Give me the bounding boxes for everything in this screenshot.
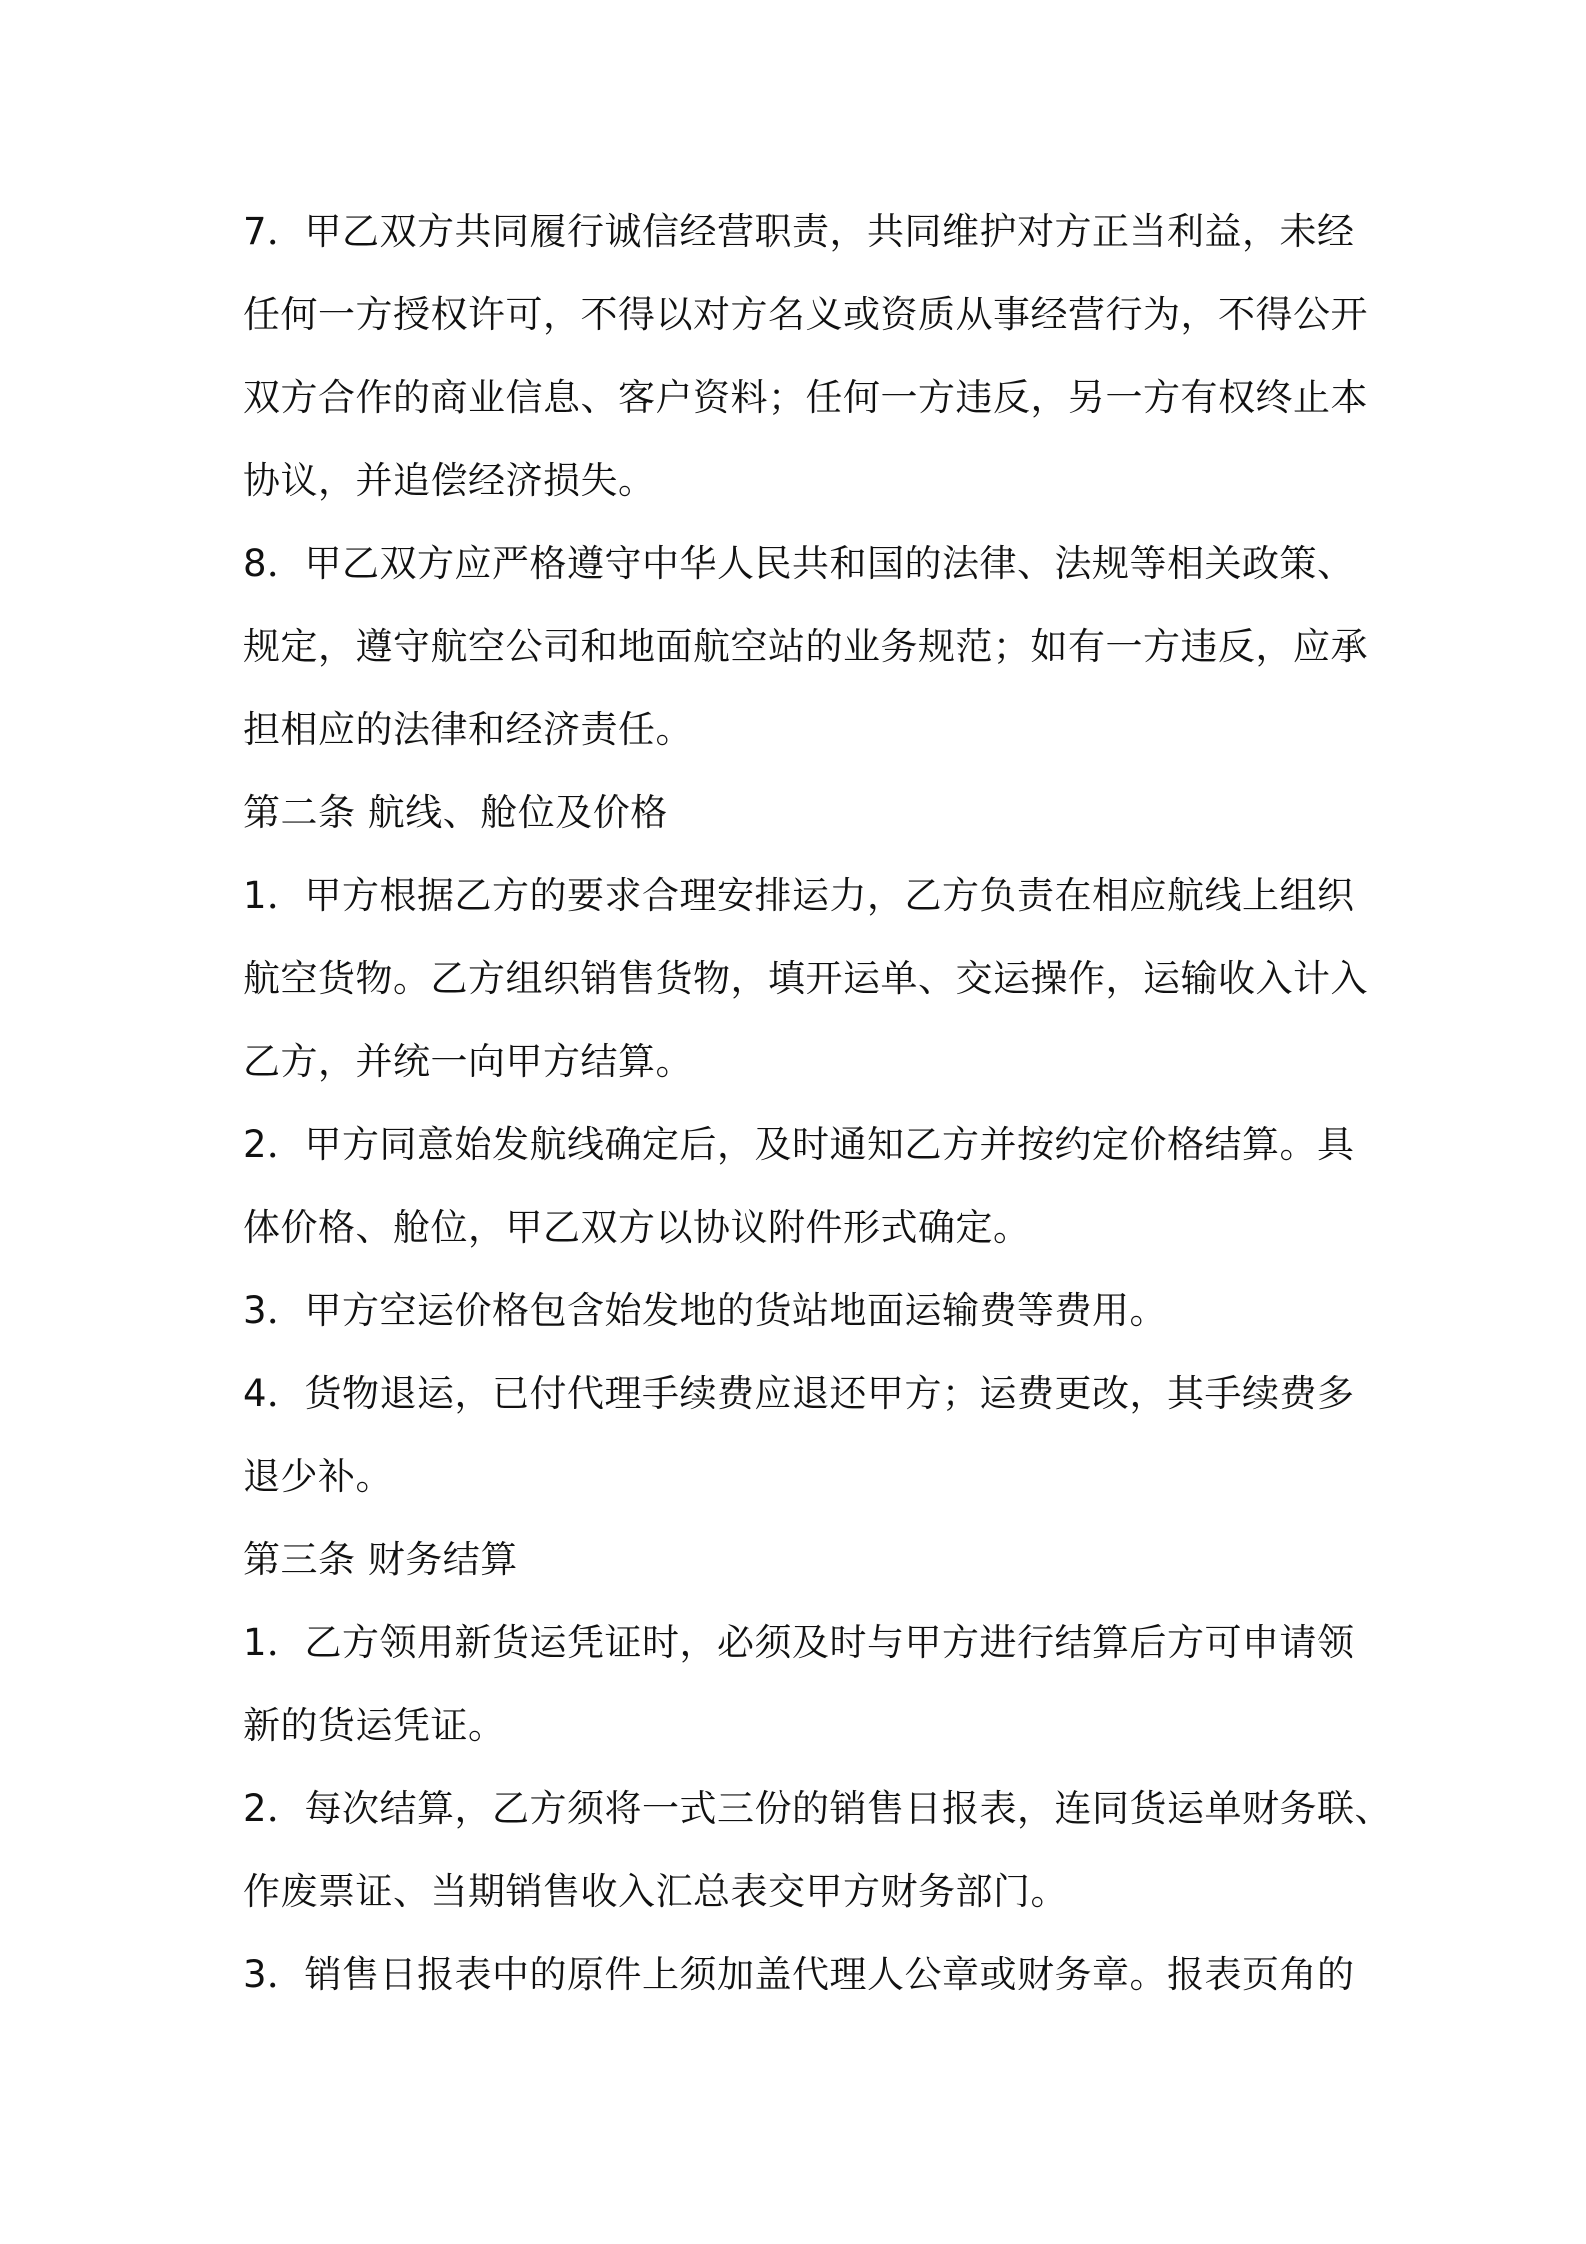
text-line-10: 航空货物。乙方组织销售货物，填开运单、交运操作，运输收入计入 xyxy=(243,957,1368,1000)
text-line-20: 2．每次结算，乙方须将一式三份的销售日报表，连同货运单财务联、 xyxy=(243,1787,1393,1830)
text-line-2: 任何一方授权许可，不得以对方名义或资质从事经营行为，不得公开 xyxy=(243,293,1368,336)
text-line-14: 3．甲方空运价格包含始发地的货站地面运输费等费用。 xyxy=(243,1289,1168,1332)
text-line-7: 担相应的法律和经济责任。 xyxy=(243,708,693,751)
text-line-22: 3．销售日报表中的原件上须加盖代理人公章或财务章。报表页角的 xyxy=(243,1953,1355,1996)
text-line-3: 双方合作的商业信息、客户资料；任何一方违反，另一方有权终止本 xyxy=(243,376,1368,419)
text-line-21: 作废票证、当期销售收入汇总表交甲方财务部门。 xyxy=(243,1870,1068,1913)
text-line-1: 7．甲乙双方共同履行诚信经营职责，共同维护对方正当利益，未经 xyxy=(243,210,1355,253)
text-line-15: 4．货物退运，已付代理手续费应退还甲方；运费更改，其手续费多 xyxy=(243,1372,1355,1415)
text-line-19: 新的货运凭证。 xyxy=(243,1704,506,1747)
text-line-11: 乙方，并统一向甲方结算。 xyxy=(243,1040,693,1083)
section-heading-3: 第三条 财务结算 xyxy=(243,1538,518,1581)
text-line-18: 1．乙方领用新货运凭证时，必须及时与甲方进行结算后方可申请领 xyxy=(243,1621,1355,1664)
text-line-4: 协议，并追偿经济损失。 xyxy=(243,459,656,502)
text-line-6: 规定，遵守航空公司和地面航空站的业务规范；如有一方违反，应承 xyxy=(243,625,1368,668)
section-heading-2: 第二条 航线、舱位及价格 xyxy=(243,791,668,834)
document-body xyxy=(243,190,1393,2016)
text-line-12: 2．甲方同意始发航线确定后，及时通知乙方并按约定价格结算。具 xyxy=(243,1123,1355,1166)
text-line-13: 体价格、舱位，甲乙双方以协议附件形式确定。 xyxy=(243,1206,1031,1249)
text-line-16: 退少补。 xyxy=(243,1455,393,1498)
text-line-5: 8．甲乙双方应严格遵守中华人民共和国的法律、法规等相关政策、 xyxy=(243,542,1355,585)
text-line-9: 1．甲方根据乙方的要求合理安排运力，乙方负责在相应航线上组织 xyxy=(243,874,1355,917)
